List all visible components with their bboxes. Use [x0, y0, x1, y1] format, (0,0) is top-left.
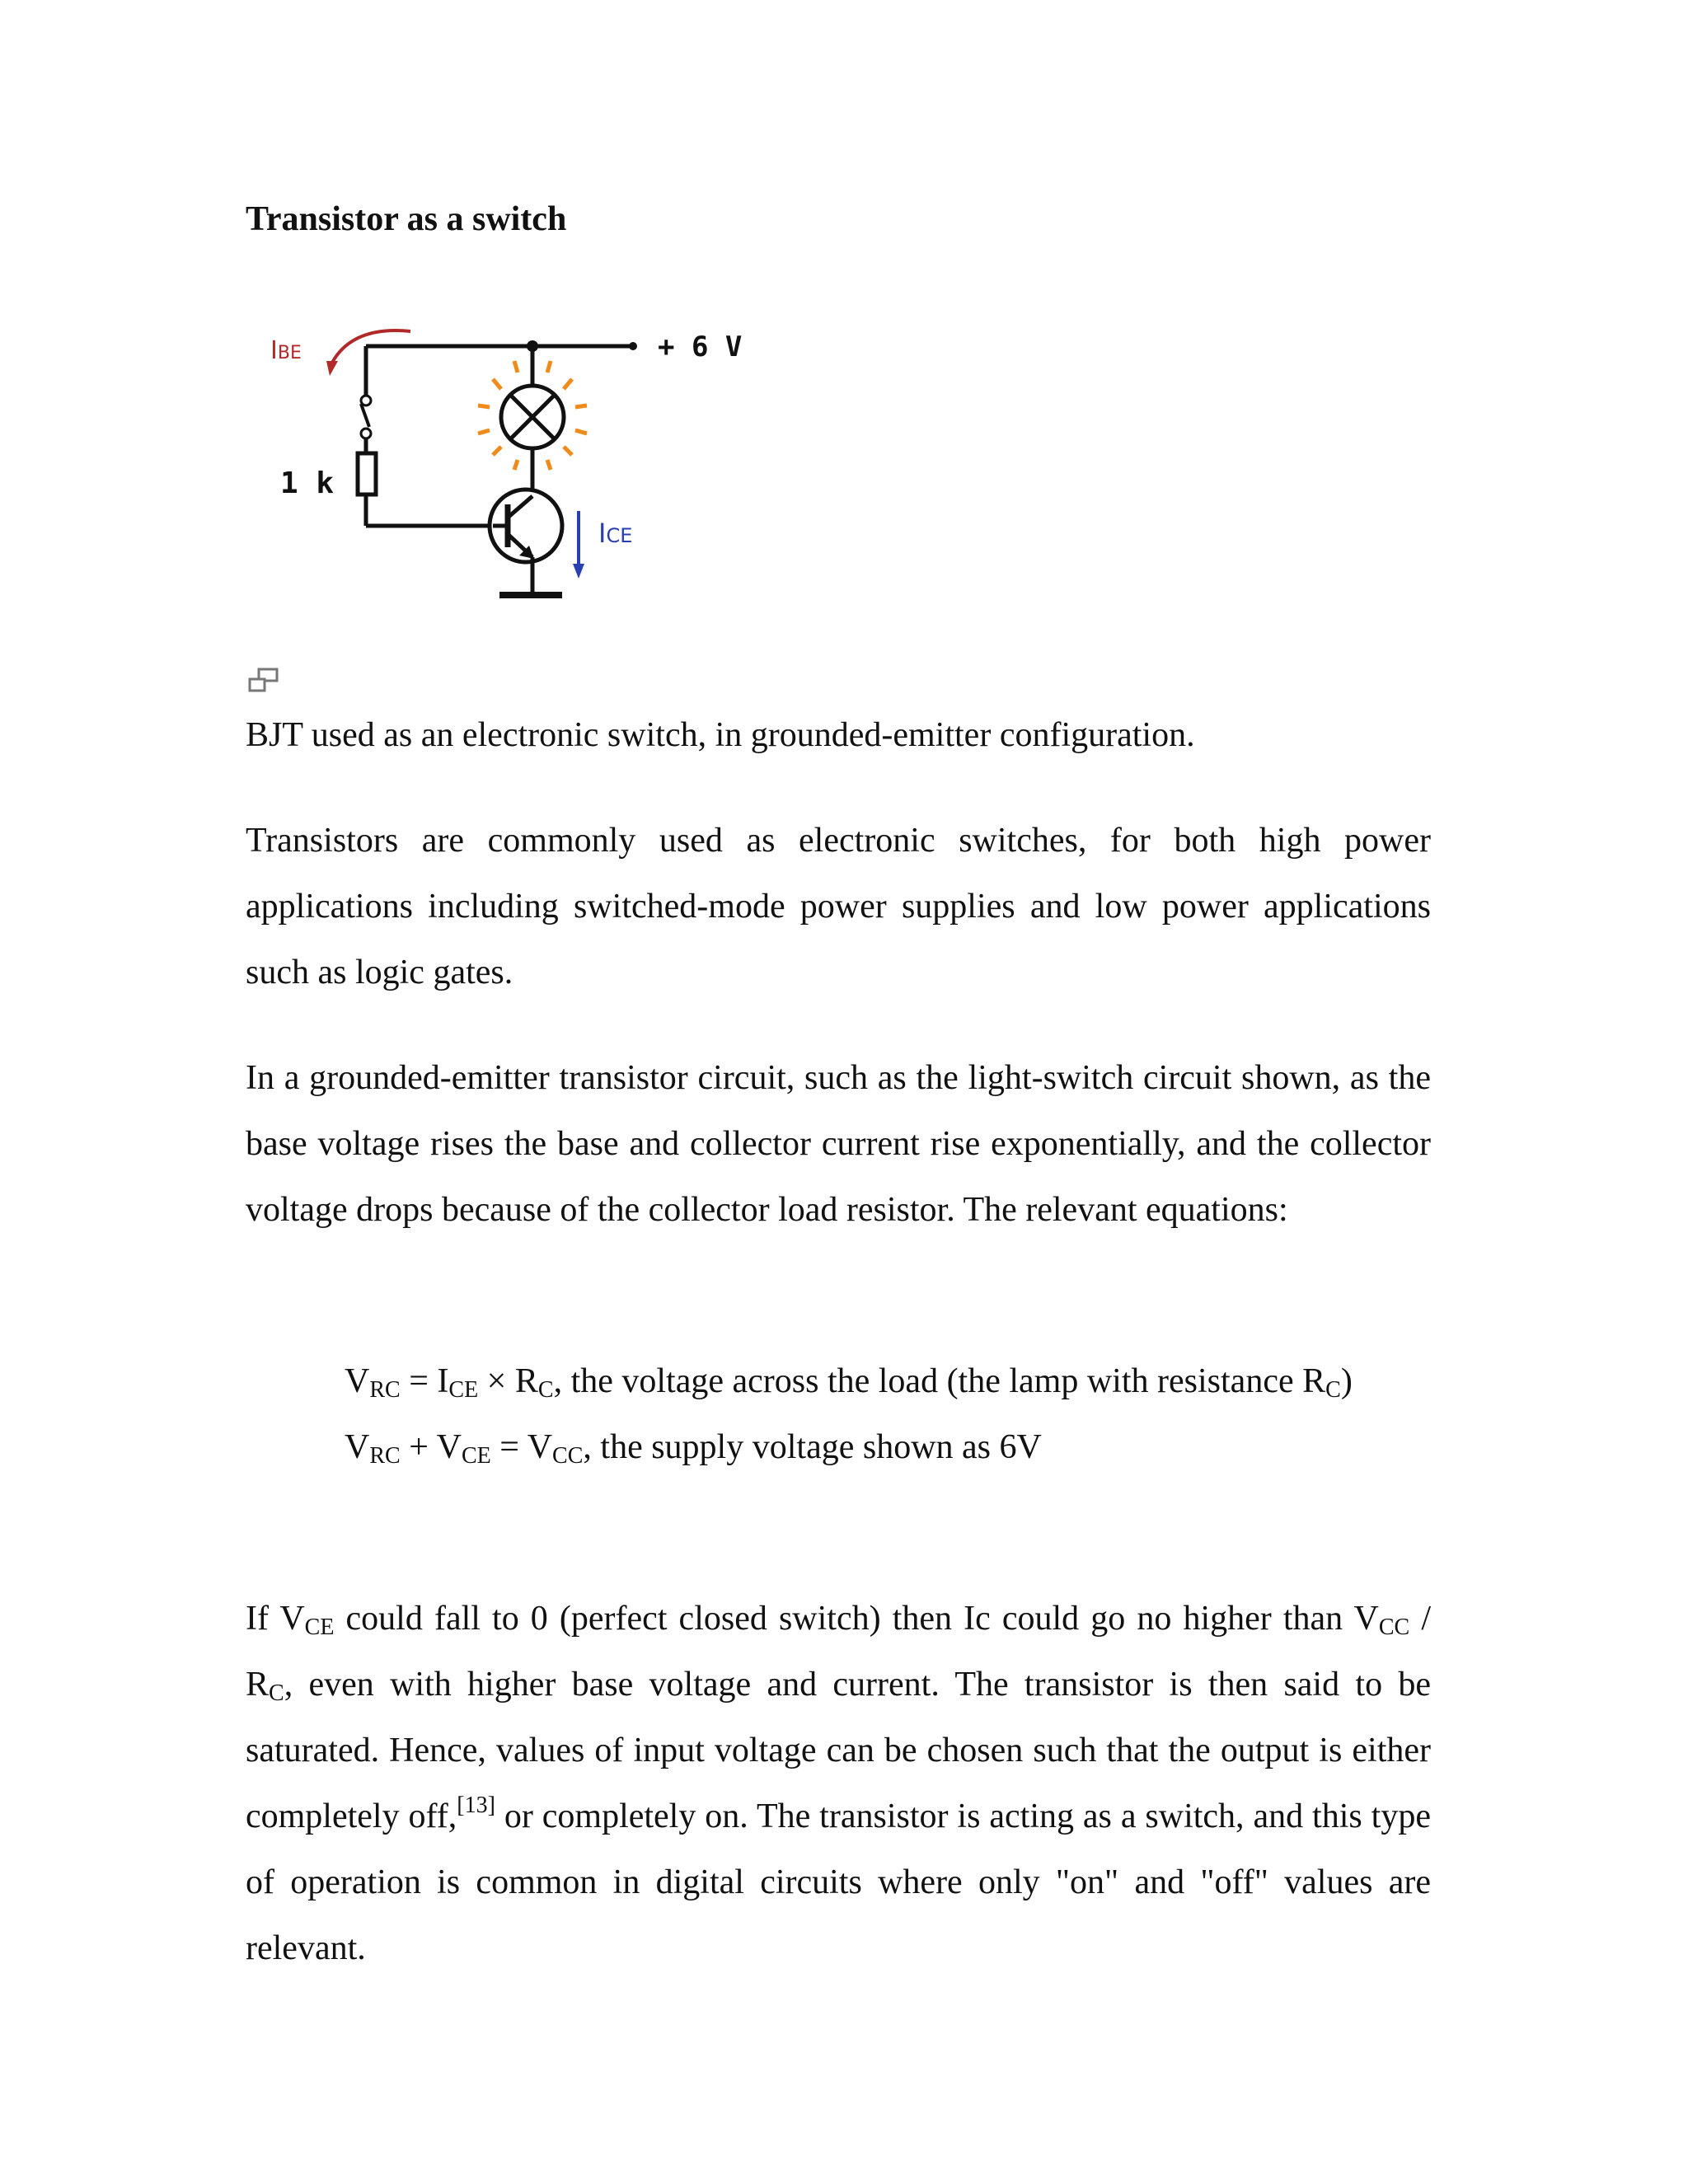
switch-lever: [361, 404, 369, 427]
equations: [345, 1348, 1431, 1480]
ibe-arrowhead: [326, 361, 338, 376]
paragraph-2: In a grounded-emitter transistor circuit, such as the light-switch circuit shown, as the base voltage rises the base and collector current rise exponentially, and the collector voltage drops because of the collector load resistor. The relevant equations:: [246, 1059, 1431, 1229]
supply-label: + 6 V: [658, 330, 743, 363]
page-title: Transistor as a switch: [246, 200, 567, 238]
equation-2: $V_{RC} + V_{CE} = V_{CC}$, the supply voltage shown as 6V: [345, 1428, 1042, 1469]
paragraph-1: Transistors are commonly used as electronic switches, for both high power applications including switched-mode power supplies and low power applications such as logic gates.: [246, 822, 1431, 991]
figure-caption: BJT used as an electronic switch, in grounded-emitter configuration.: [246, 716, 1195, 754]
citation-link[interactable]: [13]: [457, 1793, 495, 1818]
resistor: [358, 453, 376, 494]
ice-label: ICE: [598, 518, 633, 549]
paragraph-3: If $V_{CE}$ could fall to 0 (perfect closed switch) then Ic could go no higher than $V_{CC} / R_C$, even with higher base voltage and current. The transistor is then said to be saturated. Hence, values of input voltage can be chosen such that the output is either completely off,[13] or completely on. The transistor is acting as a switch, and this type of operation is common in digital circuits where only "on" and "off" values are relevant.: [246, 1600, 1432, 1967]
supply-terminal: [629, 342, 637, 350]
expand-icon[interactable]: [247, 668, 280, 694]
circuit-diagram: [246, 313, 839, 626]
ibe-label: IBE: [270, 336, 302, 365]
equation-1: $V_{RC} = I_{CE} \times R_C$, the voltage across the load (the lamp with resistance $R_C$): [345, 1362, 1353, 1403]
ice-arrowhead: [573, 564, 584, 579]
switch-contact-bottom: [361, 429, 371, 438]
resistor-label: 1 k: [280, 466, 335, 500]
